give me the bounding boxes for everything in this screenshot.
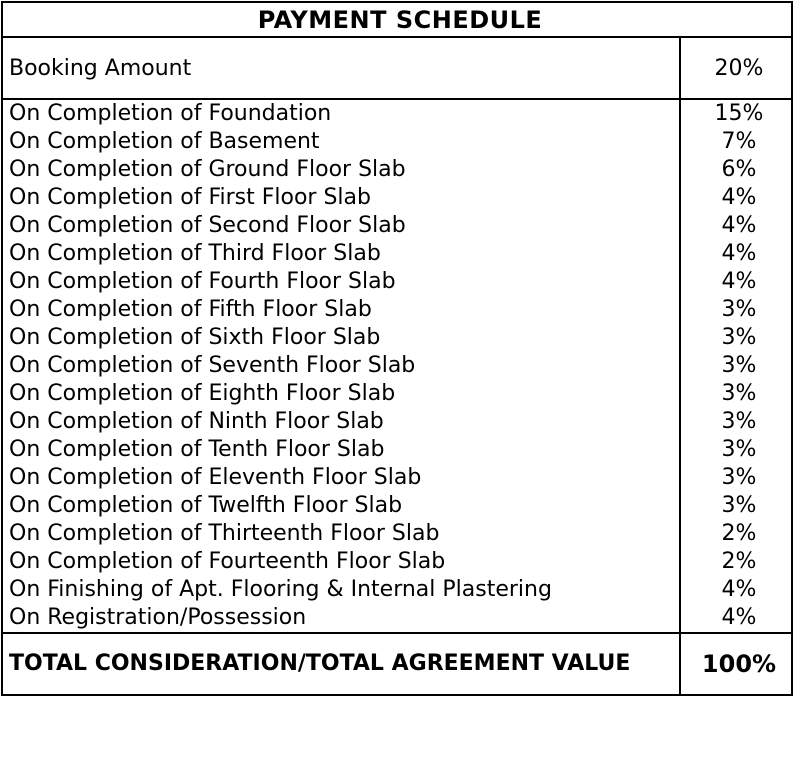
installment-label: On Completion of Eleventh Floor Slab — [2, 464, 680, 492]
installment-percent: 2% — [680, 520, 792, 548]
table-row — [2, 464, 792, 492]
booking-label: Booking Amount — [2, 37, 680, 99]
installment-percent: 4% — [680, 576, 792, 604]
installment-percent: 4% — [680, 212, 792, 240]
installment-label: On Completion of Twelfth Floor Slab — [2, 492, 680, 520]
installment-label: On Registration/Possession — [2, 604, 680, 633]
installment-percent: 3% — [680, 324, 792, 352]
installment-percent: 4% — [680, 240, 792, 268]
booking-percent: 20% — [680, 37, 792, 99]
payment-schedule-table — [1, 1, 793, 696]
total-row — [2, 633, 792, 695]
booking-row — [2, 37, 792, 99]
installment-percent: 3% — [680, 352, 792, 380]
installment-percent: 4% — [680, 268, 792, 296]
installment-label: On Completion of Sixth Floor Slab — [2, 324, 680, 352]
table-row — [2, 408, 792, 436]
installment-label: On Finishing of Apt. Flooring & Internal Plastering — [2, 576, 680, 604]
installment-percent: 3% — [680, 296, 792, 324]
table-row — [2, 296, 792, 324]
table-row — [2, 184, 792, 212]
installment-percent: 3% — [680, 436, 792, 464]
installment-percent: 3% — [680, 492, 792, 520]
total-percent: 100% — [680, 633, 792, 695]
installment-percent: 3% — [680, 408, 792, 436]
table-row — [2, 99, 792, 128]
installment-label: On Completion of Thirteenth Floor Slab — [2, 520, 680, 548]
installment-rows — [2, 99, 792, 633]
installment-percent: 4% — [680, 184, 792, 212]
installment-label: On Completion of Second Floor Slab — [2, 212, 680, 240]
installment-label: On Completion of Foundation — [2, 99, 680, 128]
table-row — [2, 576, 792, 604]
installment-percent: 7% — [680, 128, 792, 156]
table-row — [2, 436, 792, 464]
table-row — [2, 520, 792, 548]
installment-label: On Completion of Basement — [2, 128, 680, 156]
total-label: TOTAL CONSIDERATION/TOTAL AGREEMENT VALUE — [2, 633, 680, 695]
installment-percent: 6% — [680, 156, 792, 184]
installment-percent: 3% — [680, 464, 792, 492]
installment-label: On Completion of Third Floor Slab — [2, 240, 680, 268]
table-row — [2, 240, 792, 268]
table-row — [2, 324, 792, 352]
installment-label: On Completion of Fourth Floor Slab — [2, 268, 680, 296]
installment-label: On Completion of Seventh Floor Slab — [2, 352, 680, 380]
installment-percent: 2% — [680, 548, 792, 576]
table-row — [2, 492, 792, 520]
table-row — [2, 604, 792, 633]
installment-percent: 3% — [680, 380, 792, 408]
installment-label: On Completion of Eighth Floor Slab — [2, 380, 680, 408]
installment-label: On Completion of First Floor Slab — [2, 184, 680, 212]
installment-label: On Completion of Fifth Floor Slab — [2, 296, 680, 324]
table-row — [2, 380, 792, 408]
installment-label: On Completion of Ninth Floor Slab — [2, 408, 680, 436]
table-title-row — [2, 2, 792, 37]
table-row — [2, 212, 792, 240]
installment-label: On Completion of Ground Floor Slab — [2, 156, 680, 184]
table-row — [2, 156, 792, 184]
installment-label: On Completion of Tenth Floor Slab — [2, 436, 680, 464]
table-title: PAYMENT SCHEDULE — [2, 2, 792, 37]
installment-percent: 15% — [680, 99, 792, 128]
table-row — [2, 548, 792, 576]
table-row — [2, 352, 792, 380]
table-row — [2, 268, 792, 296]
installment-label: On Completion of Fourteenth Floor Slab — [2, 548, 680, 576]
installment-percent: 4% — [680, 604, 792, 633]
table-row — [2, 128, 792, 156]
